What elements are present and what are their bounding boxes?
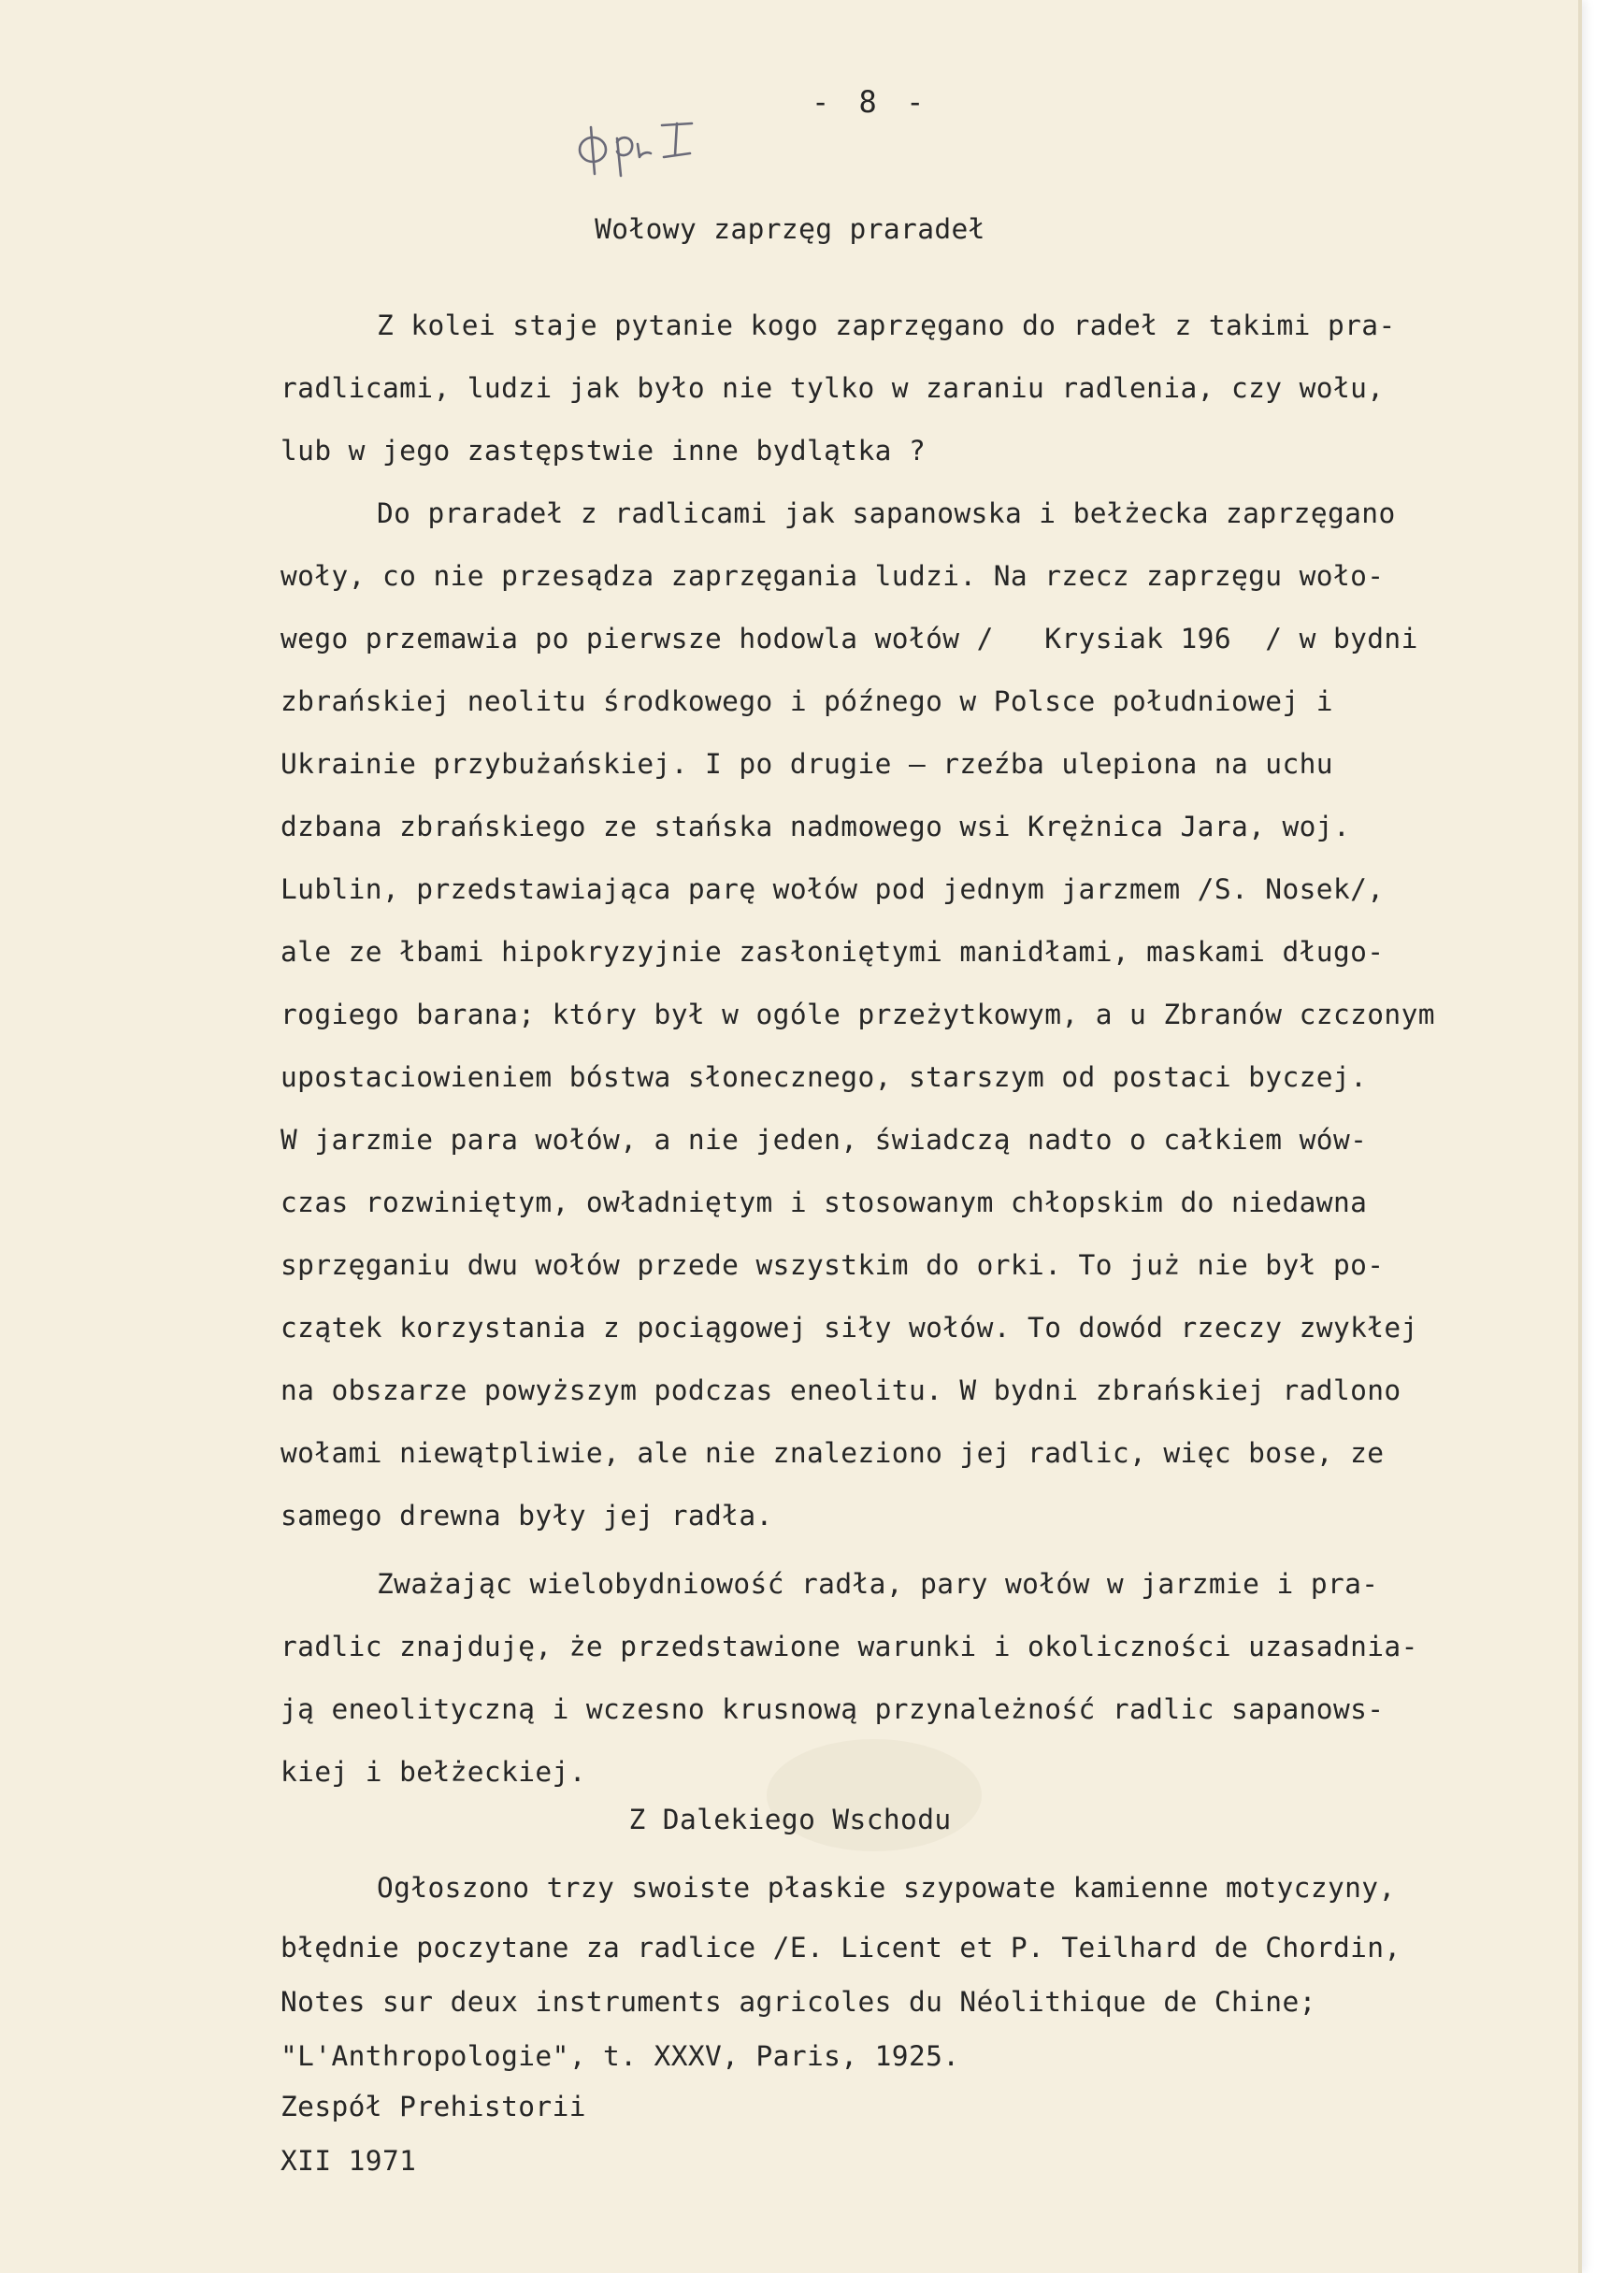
body-line: radlic znajduję, że przedstawione warunki i okoliczności uzasadnia-	[280, 1631, 1418, 1662]
body-line: radlicami, ludzi jak było nie tylko w zaraniu radlenia, czy wołu,	[280, 372, 1385, 404]
body-line: czas rozwiniętym, owładniętym i stosowanym chłopskim do niedawna	[280, 1187, 1368, 1218]
body-line: W jarzmie para wołów, a nie jeden, świadczą nadto o całkiem wów-	[280, 1124, 1368, 1156]
body-line: Notes sur deux instruments agricoles du Néolithique de Chine;	[280, 1986, 1316, 2018]
body-line: na obszarze powyższym podczas eneolitu. W bydni zbrańskiej radlono	[280, 1374, 1401, 1406]
handwritten-annotation	[572, 108, 731, 183]
sheet-edge	[1578, 0, 1582, 2273]
body-line: Lublin, przedstawiająca parę wołów pod jednym jarzmem /S. Nosek/,	[280, 873, 1385, 905]
body-line: rogiego barana; który był w ogóle przeżytkowym, a u Zbranów czczonym	[280, 999, 1435, 1030]
body-line: wego przemawia po pierwsze hodowla wołów / Krysiak 196 / w bydni	[280, 623, 1418, 655]
body-line: sprzęganiu dwu wołów przede wszystkim do orki. To już nie był po-	[280, 1249, 1385, 1281]
footer-date: XII 1971	[280, 2145, 417, 2177]
body-line: kiej i bełżeckiej.	[280, 1756, 586, 1788]
body-line: "L'Anthropologie", t. XXXV, Paris, 1925.	[280, 2040, 960, 2072]
body-line: samego drewna były jej radła.	[280, 1500, 773, 1532]
body-line: lub w jego zastępstwie inne bydlątka ?	[280, 435, 927, 467]
body-line: błędnie poczytane za radlice /E. Licent et P. Teilhard de Chordin,	[280, 1932, 1401, 1964]
body-line: Ukrainie przybużańskiej. I po drugie — rzeźba ulepiona na uchu	[280, 748, 1333, 780]
body-line: Zważając wielobydniowość radła, pary wołów w jarzmie i pra-	[377, 1568, 1379, 1600]
section-title-ox-harness: Wołowy zaprzęg praradeł	[595, 213, 985, 245]
body-line: Do praradeł z radlicami jak sapanowska i bełżecka zaprzęgano	[377, 497, 1396, 529]
body-line: ją eneolityczną i wczesno krusnową przynależność radlic sapanows-	[280, 1693, 1385, 1725]
body-line: Z kolei staje pytanie kogo zaprzęgano do radeł z takimi pra-	[377, 309, 1396, 341]
body-line: ale ze łbami hipokryzyjnie zasłoniętymi manidłami, maskami długo-	[280, 936, 1385, 968]
body-line: dzbana zbrańskiego ze stańska nadmowego wsi Krężnica Jara, woj.	[280, 811, 1351, 842]
footer-organization: Zespół Prehistorii	[280, 2091, 586, 2122]
section-title-far-east: Z Dalekiego Wschodu	[628, 1804, 952, 1835]
body-line: zbrańskiej neolitu środkowego i późnego w Polsce południowej i	[280, 685, 1333, 717]
body-line: upostaciowieniem bóstwa słonecznego, starszym od postaci byczej.	[280, 1061, 1368, 1093]
page-number: - 8 -	[812, 84, 930, 120]
body-line: czątek korzystania z pociągowej siły wołów. To dowód rzeczy zwykłej	[280, 1312, 1418, 1344]
body-line: woły, co nie przesądza zaprzęgania ludzi. Na rzecz zaprzęgu woło-	[280, 560, 1385, 592]
body-line: Ogłoszono trzy swoiste płaskie szypowate kamienne motyczyny,	[377, 1872, 1396, 1904]
body-line: wołami niewątpliwie, ale nie znaleziono jej radlic, więc bose, ze	[280, 1437, 1385, 1469]
